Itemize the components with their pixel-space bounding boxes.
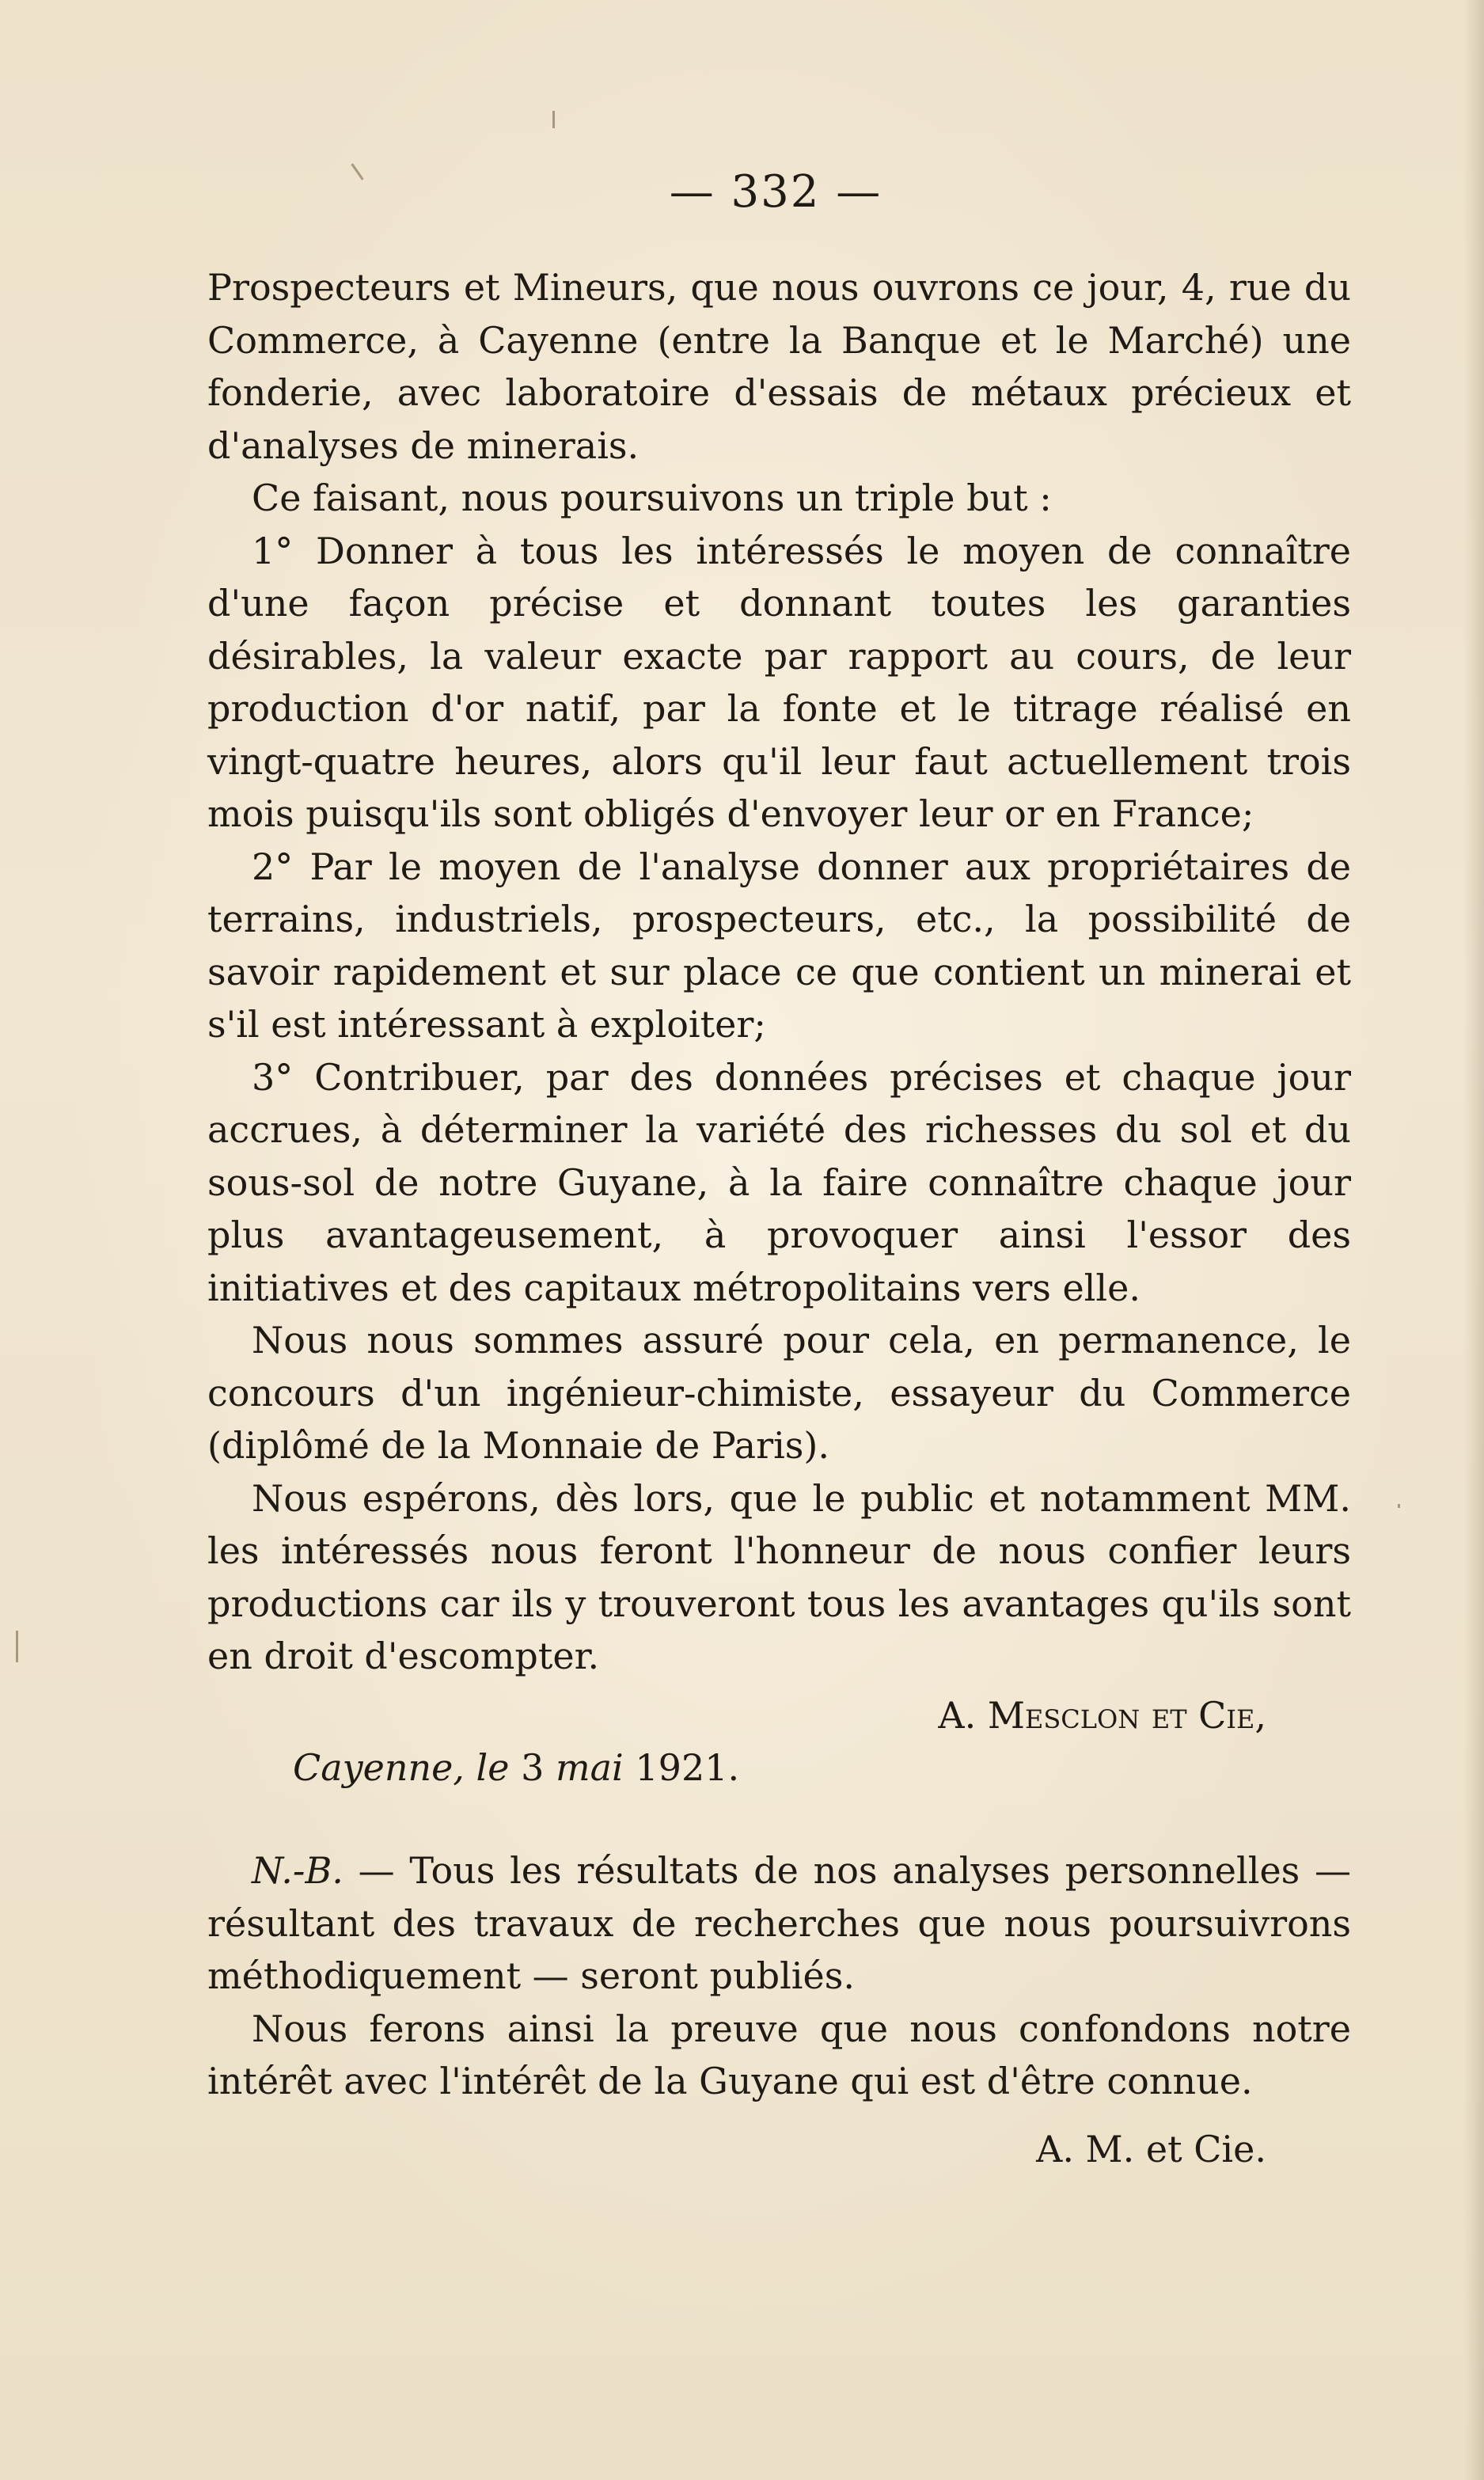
dateline-year: 1921.: [635, 1746, 740, 1789]
paragraph: Nous nous sommes assuré pour cela, en permanence, le concours d'un ingénieur-chimiste, essayeur du Commerce (diplômé de la Monnaie de Paris).: [207, 1319, 1351, 1467]
paragraph: 3° Contribuer, par des données précises et chaque jour accrues, à déterminer la variété des richesses du sol et du sous-sol de notre Guyane, à la faire connaître chaque jour plus avantageusement, à provoquer ainsi l'essor des initiatives et des capitaux métropolitains vers elle.: [207, 1055, 1351, 1309]
paragraph: Prospecteurs et Mineurs, que nous ouvrons ce jour, 4, rue du Commerce, à Cayenne (entre la Banque et le Marché) une fonderie, avec laboratoire d'essais de métaux précieux et d'analyses de minerais.: [207, 266, 1351, 467]
closing-signature: A. M. et Cie.: [1036, 2128, 1266, 2170]
paragraph: Nous espérons, dès lors, que le public et notamment MM. les intéressés nous feront l'honneur de nous confier leurs productions car ils y trouveront tous les avantages qu'ils sont en droit d'escompter.: [207, 1476, 1351, 1677]
paragraph: 2° Par le moyen de l'analyse donner aux propriétaires de terrains, industriels, prospecteurs, etc., la possibilité de savoir rapidement et sur place ce que contient un minerai et s'il est intéressant à exploiter;: [207, 845, 1351, 1046]
paragraph: Nous ferons ainsi la preuve que nous confondons notre intérêt avec l'intérêt de la Guyane qui est d'être connue.: [207, 2007, 1351, 2102]
scan-speck: [1398, 1504, 1400, 1508]
nota-bene-label: N.-B.: [252, 1849, 343, 1892]
nota-bene-text: — Tous les résultats de nos analyses personnelles — résultant des travaux de recherches que nous poursuivrons méthodiquement — seront publiés.: [207, 1849, 1351, 1997]
nota-bene: [207, 1844, 1351, 2108]
page-number: — 332 —: [669, 166, 882, 218]
nota-bene-paragraph: [207, 1844, 1351, 2003]
dateline-month: mai: [556, 1746, 624, 1789]
company-signature: A. Mesclon et Cie,: [938, 1694, 1266, 1737]
paragraph: 1° Donner à tous les intéressés le moyen de connaître d'une façon précise et donnant toutes les garanties désirables, la valeur exacte par rapport au cours, de leur production d'or natif, par la fonte et le titrage réalisé en vingt-quatre heures, alors qu'il leur faut actuellement trois mois puisqu'ils sont obligés d'envoyer leur or en France;: [207, 529, 1351, 835]
dateline-place: Cayenne, le: [293, 1746, 510, 1789]
page-edge-shadow: [1463, 0, 1484, 2480]
scan-speck: [16, 1631, 18, 1662]
scan-speck: [552, 111, 555, 128]
body-text: [207, 261, 1351, 1683]
dateline: [293, 1746, 739, 1789]
paragraph: Ce faisant, nous poursuivons un triple but :: [252, 477, 1052, 519]
dateline-day: 3: [521, 1746, 545, 1789]
